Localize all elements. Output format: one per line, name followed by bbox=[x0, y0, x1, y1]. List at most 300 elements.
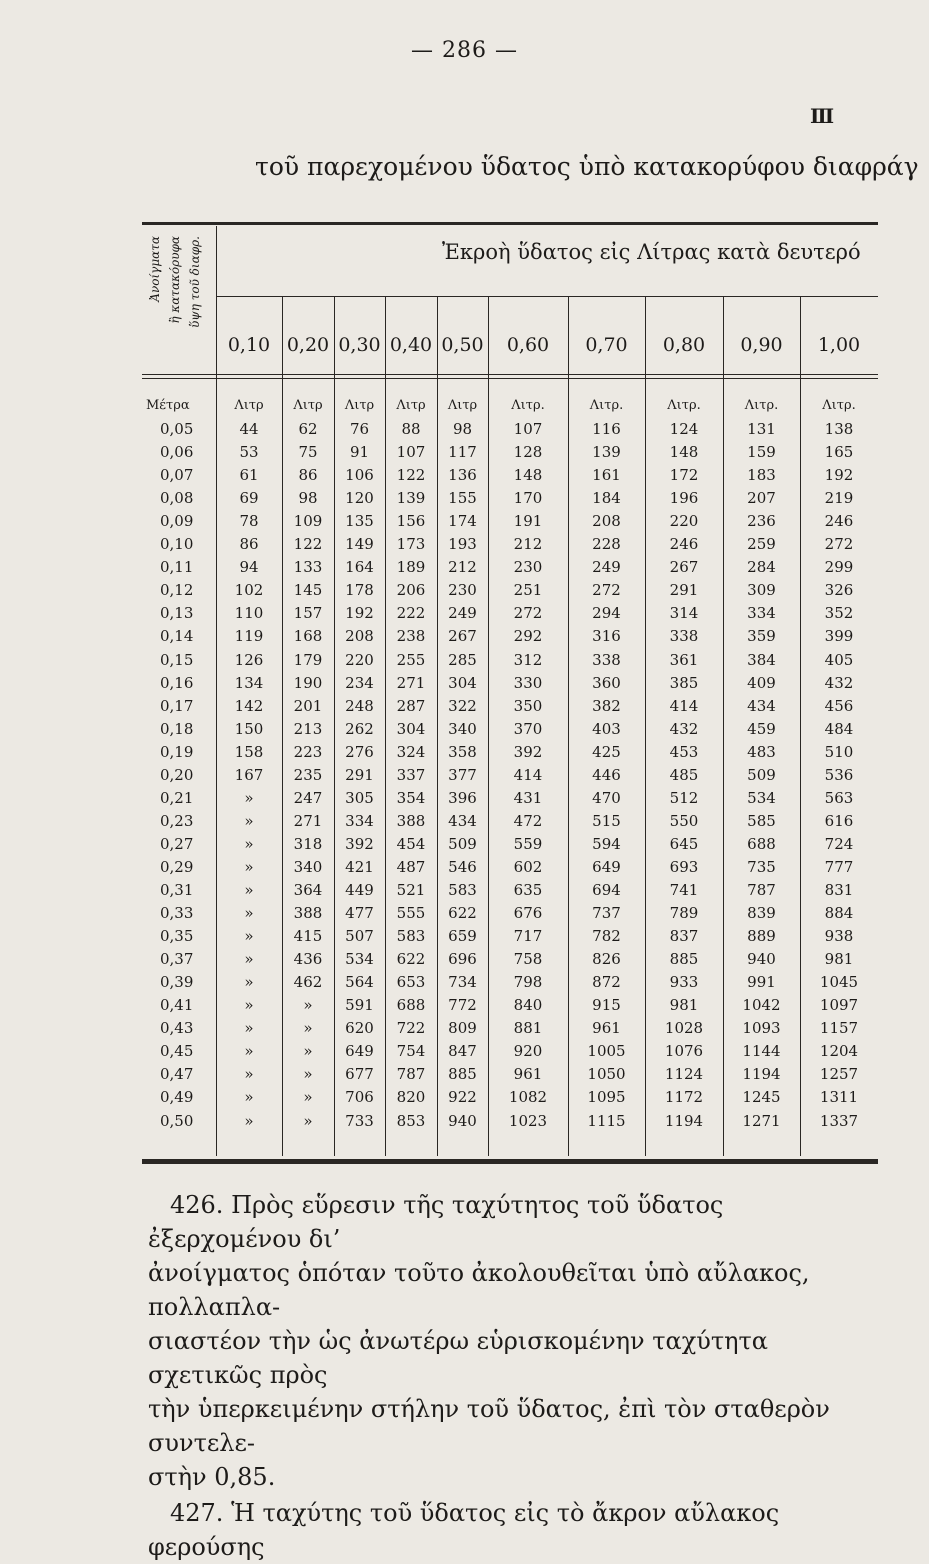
table-cell: 193 bbox=[448, 535, 477, 554]
table-cell: 1271 bbox=[742, 1111, 781, 1130]
table-cell: 98 bbox=[452, 420, 473, 438]
table-cell: 382 bbox=[592, 696, 621, 715]
row-label: 0,11 bbox=[160, 558, 194, 577]
table-cell: 377 bbox=[448, 765, 477, 784]
table-cell: 136 bbox=[448, 466, 477, 485]
table-cell: 120 bbox=[345, 489, 374, 508]
table-cell: 168 bbox=[293, 627, 323, 646]
table-cell: 358 bbox=[448, 742, 477, 761]
table-cell: 116 bbox=[592, 420, 621, 438]
table-cell: 86 bbox=[298, 466, 318, 485]
table-cell: 734 bbox=[448, 973, 477, 992]
table-cell: 159 bbox=[747, 443, 776, 462]
table-cell: 385 bbox=[669, 673, 699, 692]
table-cell: 174 bbox=[448, 512, 477, 531]
column-unit: Λιτρ. bbox=[744, 398, 779, 413]
table-cell: 432 bbox=[669, 719, 699, 738]
column-header: 0,10 bbox=[227, 334, 271, 356]
table-cell: 616 bbox=[824, 811, 854, 830]
table-cell: 1076 bbox=[664, 1042, 704, 1061]
table-cell: 119 bbox=[234, 627, 264, 646]
body-text bbox=[148, 1188, 878, 1564]
table-cell: 534 bbox=[345, 950, 374, 969]
row-label: 0,07 bbox=[160, 466, 194, 485]
table-cell: 485 bbox=[669, 765, 699, 784]
table-cell: 102 bbox=[234, 581, 264, 600]
table-cell: 208 bbox=[592, 512, 621, 531]
table-cell: » bbox=[244, 811, 254, 830]
table-cell: 206 bbox=[396, 581, 426, 600]
table-cell: 249 bbox=[448, 604, 477, 623]
column-header: 0,70 bbox=[585, 334, 628, 356]
column-header: 0,60 bbox=[506, 334, 550, 356]
table-cell: 340 bbox=[293, 857, 323, 876]
table-cell: 462 bbox=[293, 973, 323, 992]
table-cell: 246 bbox=[669, 535, 699, 554]
table-cell: 772 bbox=[448, 996, 477, 1015]
row-label: 0,10 bbox=[160, 535, 194, 554]
table-cell: 798 bbox=[513, 973, 543, 992]
group-header: Ἐκροὴ ὕδατος εἰς Λίτρας κατὰ δευτερό bbox=[442, 240, 861, 264]
table-cell: » bbox=[244, 1065, 254, 1084]
table-cell: 1144 bbox=[742, 1042, 781, 1061]
table-cell: 831 bbox=[824, 881, 854, 899]
table-cell: 881 bbox=[513, 1019, 543, 1038]
table-cell: 449 bbox=[345, 881, 374, 899]
table-cell: 384 bbox=[747, 650, 776, 669]
table-cell: 122 bbox=[396, 466, 426, 485]
row-label: 0,18 bbox=[160, 719, 194, 738]
table-cell: 1093 bbox=[742, 1019, 781, 1038]
table-cell: 534 bbox=[747, 788, 776, 807]
table-cell: 922 bbox=[448, 1088, 477, 1107]
column-unit: Λιτρ bbox=[344, 398, 375, 413]
table-cell: 124 bbox=[669, 420, 699, 438]
table-cell: 456 bbox=[824, 696, 854, 715]
table-cell: 507 bbox=[345, 927, 374, 946]
table-cell: 602 bbox=[513, 857, 543, 876]
table-cell: 364 bbox=[293, 881, 323, 899]
table-cell: 184 bbox=[592, 489, 621, 508]
table-cell: 509 bbox=[448, 834, 477, 853]
table-bottom-rule bbox=[142, 1159, 878, 1164]
table-cell: » bbox=[244, 1042, 254, 1061]
column-unit: Λιτρ bbox=[293, 398, 323, 413]
table-cell: » bbox=[303, 1065, 313, 1084]
table-cell: » bbox=[244, 927, 254, 946]
table-cell: 477 bbox=[345, 904, 374, 923]
table-cell: 758 bbox=[513, 950, 543, 969]
table-cell: 415 bbox=[293, 927, 323, 946]
column-unit: Λιτρ. bbox=[667, 398, 701, 413]
row-label: 0,31 bbox=[160, 881, 194, 899]
table-cell: 220 bbox=[669, 512, 699, 531]
table-cell: 961 bbox=[592, 1019, 621, 1038]
table-cell: 98 bbox=[298, 489, 318, 508]
table-cell: 235 bbox=[293, 765, 323, 784]
table-cell: 109 bbox=[293, 512, 323, 531]
left-header-line-1: Ἀνοίγματα bbox=[148, 236, 162, 302]
row-label: 0,43 bbox=[160, 1019, 194, 1038]
table-cell: 173 bbox=[396, 535, 426, 554]
table-cell: 1257 bbox=[819, 1065, 859, 1084]
table-cell: 220 bbox=[345, 650, 374, 669]
left-header-line-3: ὕψη τοῦ διαφρ. bbox=[188, 236, 202, 328]
table-cell: 436 bbox=[293, 950, 323, 969]
column-header: 1,00 bbox=[817, 334, 861, 356]
table-cell: 192 bbox=[824, 466, 854, 485]
table-cell: 62 bbox=[298, 420, 318, 438]
table-cell: 991 bbox=[747, 973, 776, 992]
header-bottom-rule bbox=[142, 374, 878, 375]
column-unit: Λιτρ. bbox=[822, 398, 856, 413]
paragraph-426-line-5: στὴν 0,85. bbox=[148, 1463, 276, 1491]
table-cell: 405 bbox=[824, 650, 854, 669]
table-cell: 314 bbox=[669, 604, 699, 623]
table-cell: 294 bbox=[592, 604, 621, 623]
table-cell: 246 bbox=[824, 512, 854, 531]
paragraph-426-line-1: 426. Πρὸς εὕρεσιν τῆς ταχύτητος τοῦ ὕδατος ἐξερχομένου δι’ bbox=[148, 1191, 724, 1253]
table-cell: 334 bbox=[345, 811, 374, 830]
row-label: 0,33 bbox=[160, 904, 194, 923]
table-cell: 550 bbox=[669, 811, 699, 830]
table-cell: 782 bbox=[592, 927, 621, 946]
table-cell: 920 bbox=[513, 1042, 543, 1061]
table-cell: 396 bbox=[448, 788, 477, 807]
row-label: 0,39 bbox=[160, 973, 194, 992]
table-cell: 889 bbox=[747, 927, 776, 946]
table-cell: » bbox=[244, 788, 254, 807]
row-label: 0,29 bbox=[160, 857, 194, 876]
table-cell: 61 bbox=[239, 466, 259, 485]
table-cell: 161 bbox=[592, 466, 621, 485]
table-cell: 276 bbox=[345, 742, 374, 761]
row-label: 0,37 bbox=[160, 950, 194, 969]
column-unit: Λιτρ bbox=[447, 398, 478, 413]
column-unit: Λιτρ bbox=[234, 398, 264, 413]
table-cell: » bbox=[244, 950, 254, 969]
table-cell: 620 bbox=[345, 1019, 374, 1038]
table-cell: 271 bbox=[293, 811, 323, 830]
row-label: 0,47 bbox=[160, 1065, 194, 1084]
table-cell: 555 bbox=[396, 904, 426, 923]
table-cell: 309 bbox=[747, 581, 776, 600]
table-cell: 809 bbox=[448, 1019, 477, 1038]
table-cell: 1337 bbox=[819, 1111, 859, 1130]
table-cell: 149 bbox=[345, 535, 374, 554]
table-cell: 425 bbox=[592, 742, 621, 761]
row-label: 0,06 bbox=[160, 443, 194, 462]
row-label: 0,27 bbox=[160, 834, 194, 853]
table-cell: 853 bbox=[396, 1111, 426, 1130]
table-cell: 676 bbox=[513, 904, 543, 923]
table-cell: 1028 bbox=[664, 1019, 704, 1038]
table-cell: 142 bbox=[234, 696, 264, 715]
table-cell: 106 bbox=[345, 466, 374, 485]
table-cell: 259 bbox=[747, 535, 776, 554]
table-cell: 234 bbox=[345, 673, 374, 692]
table-cell: » bbox=[244, 904, 254, 923]
table-cell: 521 bbox=[396, 881, 426, 899]
table-cell: 777 bbox=[824, 857, 854, 876]
table-cell: 434 bbox=[448, 811, 477, 830]
table-cell: 583 bbox=[396, 927, 426, 946]
table-cell: 228 bbox=[592, 535, 621, 554]
column-unit: Λιτρ. bbox=[589, 398, 624, 413]
table-cell: 272 bbox=[824, 535, 854, 554]
left-header-line-2: ἢ κατακόρυφα bbox=[168, 236, 182, 324]
table-cell: 78 bbox=[239, 512, 259, 531]
table-cell: 735 bbox=[747, 857, 776, 876]
table-cell: 737 bbox=[592, 904, 621, 923]
table-cell: 76 bbox=[349, 420, 370, 438]
table-cell: 515 bbox=[592, 811, 621, 830]
table-cell: 107 bbox=[513, 420, 543, 438]
table-cell: 1157 bbox=[819, 1019, 859, 1038]
table-cell: 722 bbox=[396, 1019, 426, 1038]
table-cell: 148 bbox=[669, 443, 699, 462]
table-cell: 696 bbox=[448, 950, 477, 969]
table-cell: 677 bbox=[345, 1065, 374, 1084]
table-cell: 138 bbox=[824, 420, 854, 438]
table-cell: 88 bbox=[401, 420, 421, 438]
table-cell: 322 bbox=[448, 696, 477, 715]
table-cell: 156 bbox=[396, 512, 426, 531]
table-cell: 183 bbox=[747, 466, 776, 485]
table-cell: 350 bbox=[513, 696, 543, 715]
table-cell: 1245 bbox=[742, 1088, 781, 1107]
table-cell: 741 bbox=[669, 881, 699, 899]
table-cell: 940 bbox=[747, 950, 776, 969]
table-cell: 392 bbox=[513, 742, 543, 761]
table-cell: 414 bbox=[669, 696, 699, 715]
table-cell: 840 bbox=[513, 996, 543, 1015]
table-cell: 915 bbox=[592, 996, 621, 1015]
table-cell: 940 bbox=[448, 1111, 477, 1130]
table-cell: 839 bbox=[747, 904, 776, 923]
table-caption: τοῦ παρεχομένου ὕδατος ὑπὸ κατακορύφου διαφράγ bbox=[255, 152, 919, 181]
table-cell: 157 bbox=[293, 604, 323, 623]
table-cell: » bbox=[303, 1042, 313, 1061]
table-cell: 131 bbox=[747, 420, 776, 438]
column-header: 0,40 bbox=[389, 334, 433, 356]
table-cell: 305 bbox=[345, 788, 374, 807]
table-cell: 645 bbox=[669, 834, 699, 853]
table-cell: 635 bbox=[513, 881, 543, 899]
table-cell: 1097 bbox=[819, 996, 859, 1015]
table-cell: 787 bbox=[747, 881, 776, 899]
row-label: 0,17 bbox=[160, 696, 194, 715]
table-cell: 694 bbox=[592, 881, 621, 899]
table-cell: 688 bbox=[396, 996, 426, 1015]
table-cell: 431 bbox=[513, 788, 543, 807]
table-cell: 470 bbox=[592, 788, 621, 807]
table-cell: 787 bbox=[396, 1065, 426, 1084]
table-cell: 189 bbox=[396, 558, 426, 577]
table-cell: 165 bbox=[824, 443, 854, 462]
table-cell: 872 bbox=[592, 973, 621, 992]
table-cell: 192 bbox=[345, 604, 374, 623]
table-cell: 158 bbox=[234, 742, 264, 761]
table-cell: 340 bbox=[448, 719, 477, 738]
row-label: 0,05 bbox=[160, 420, 194, 438]
table-cell: 1005 bbox=[587, 1042, 626, 1061]
table-cell: 388 bbox=[293, 904, 323, 923]
table-cell: 1042 bbox=[742, 996, 781, 1015]
table-cell: 1050 bbox=[587, 1065, 626, 1084]
table-cell: 1082 bbox=[508, 1088, 548, 1107]
table-cell: 693 bbox=[669, 857, 699, 876]
table-cell: » bbox=[244, 881, 254, 899]
table-cell: 453 bbox=[669, 742, 699, 761]
row-label: 0,14 bbox=[160, 627, 194, 646]
table-cell: 330 bbox=[513, 673, 543, 692]
table-cell: 885 bbox=[669, 950, 699, 969]
row-label: 0,21 bbox=[160, 788, 194, 807]
table-cell: 86 bbox=[239, 535, 259, 554]
table-cell: 179 bbox=[293, 650, 323, 669]
table-cell: 659 bbox=[448, 927, 477, 946]
discharge-table bbox=[142, 222, 878, 1164]
table-cell: 484 bbox=[824, 719, 854, 738]
table-cell: » bbox=[244, 834, 254, 853]
table-cell: 292 bbox=[513, 627, 543, 646]
table-cell: 304 bbox=[448, 673, 477, 692]
table-cell: 196 bbox=[669, 489, 699, 508]
row-label: 0,35 bbox=[160, 927, 194, 946]
table-cell: 287 bbox=[396, 696, 426, 715]
table-cell: 291 bbox=[345, 765, 374, 784]
table-cell: 145 bbox=[293, 581, 323, 600]
table-cell: » bbox=[303, 1088, 313, 1107]
table-cell: 334 bbox=[747, 604, 776, 623]
row-label: 0,19 bbox=[160, 742, 194, 761]
column-header: 0,30 bbox=[338, 334, 381, 356]
table-cell: 509 bbox=[747, 765, 776, 784]
table-cell: 981 bbox=[824, 950, 854, 969]
table-cell: 591 bbox=[345, 996, 374, 1015]
table-cell: 230 bbox=[448, 581, 477, 600]
row-label: 0,45 bbox=[160, 1042, 194, 1061]
row-label: 0,49 bbox=[160, 1088, 194, 1107]
table-cell: 251 bbox=[513, 581, 543, 600]
table-cell: 338 bbox=[592, 650, 621, 669]
table-cell: 91 bbox=[349, 443, 370, 462]
table-cell: 354 bbox=[396, 788, 426, 807]
table-cell: 117 bbox=[448, 443, 477, 462]
paragraph-427: 427. Ἡ ταχύτης τοῦ ὕδατος εἰς τὸ ἄκρον αὔλακος φερούσης bbox=[148, 1499, 780, 1561]
table-cell: 585 bbox=[747, 811, 776, 830]
table-cell: 361 bbox=[669, 650, 699, 669]
table-cell: 247 bbox=[293, 788, 323, 807]
table-cell: 546 bbox=[448, 857, 477, 876]
table-cell: 69 bbox=[239, 489, 259, 508]
table-cell: 201 bbox=[293, 696, 323, 715]
table-cell: » bbox=[244, 973, 254, 992]
table-cell: 191 bbox=[513, 512, 543, 531]
table-cell: 789 bbox=[669, 904, 699, 923]
column-header: 0,80 bbox=[662, 334, 706, 356]
table-cell: 564 bbox=[345, 973, 374, 992]
row-label: 0,20 bbox=[160, 765, 194, 784]
table-cell: 938 bbox=[824, 927, 854, 946]
table-cell: 190 bbox=[293, 673, 323, 692]
table-cell: 122 bbox=[293, 535, 323, 554]
paragraph-426-line-3: σιαστέον τὴν ὡς ἀνωτέρω εὑρισκομένην ταχύτητα σχετικῶς πρὸς bbox=[148, 1327, 769, 1389]
table-cell: 207 bbox=[747, 489, 776, 508]
table-cell: 512 bbox=[669, 788, 699, 807]
table-cell: 139 bbox=[396, 489, 426, 508]
table-cell: 272 bbox=[513, 604, 543, 623]
column-unit: Λιτρ bbox=[396, 398, 426, 413]
table-cell: 884 bbox=[824, 904, 854, 923]
table-cell: 164 bbox=[345, 558, 374, 577]
table-cell: 459 bbox=[747, 719, 776, 738]
table-cell: 212 bbox=[513, 535, 543, 554]
left-header bbox=[144, 228, 214, 378]
table-cell: 1124 bbox=[664, 1065, 704, 1084]
table-cell: 94 bbox=[239, 558, 259, 577]
table-cell: 267 bbox=[669, 558, 699, 577]
table-cell: 318 bbox=[293, 834, 323, 853]
table-cell: 421 bbox=[345, 857, 374, 876]
table-cell: 360 bbox=[592, 673, 621, 692]
table-cell: » bbox=[244, 1111, 254, 1130]
table-cell: 44 bbox=[239, 420, 259, 438]
row-label: 0,12 bbox=[160, 581, 194, 600]
table-cell: 230 bbox=[513, 558, 543, 577]
table-cell: 622 bbox=[448, 904, 477, 923]
table-cell: 885 bbox=[448, 1065, 477, 1084]
table-cell: 1095 bbox=[587, 1088, 626, 1107]
table-cell: 399 bbox=[824, 627, 854, 646]
row-unit-label: Μέτρα bbox=[146, 398, 190, 413]
table-cell: 847 bbox=[448, 1042, 477, 1061]
table-cell: 826 bbox=[592, 950, 621, 969]
table-cell: 724 bbox=[824, 834, 854, 853]
table-cell: 267 bbox=[448, 627, 477, 646]
row-label: 0,09 bbox=[160, 512, 194, 531]
paragraph-426-line-4: τὴν ὑπερκειμένην στήλην τοῦ ὕδατος, ἐπὶ τὸν σταθερὸν συντελε- bbox=[148, 1395, 830, 1457]
table-cell: » bbox=[303, 996, 313, 1015]
row-label: 0,41 bbox=[160, 996, 194, 1015]
table-cell: 238 bbox=[396, 627, 426, 646]
table-cell: 837 bbox=[669, 927, 699, 946]
table-cell: 487 bbox=[396, 857, 426, 876]
table-cell: 75 bbox=[298, 443, 318, 462]
table-cell: 223 bbox=[293, 742, 323, 761]
table-cell: 139 bbox=[592, 443, 621, 462]
row-label: 0,50 bbox=[160, 1111, 194, 1130]
table-cell: 148 bbox=[513, 466, 543, 485]
table-cell: 271 bbox=[396, 673, 426, 692]
column-header: 0,90 bbox=[740, 334, 783, 356]
table-cell: 107 bbox=[396, 443, 426, 462]
table-cell: 536 bbox=[824, 765, 854, 784]
row-label: 0,15 bbox=[160, 650, 194, 669]
corner-mark: ΙΙΙ bbox=[810, 104, 833, 128]
table-cell: 299 bbox=[824, 558, 854, 577]
table-cell: 134 bbox=[234, 673, 264, 692]
column-header: 0,20 bbox=[286, 334, 330, 356]
table-cell: 403 bbox=[592, 719, 621, 738]
table-cell: 126 bbox=[234, 650, 264, 669]
table-cell: 649 bbox=[592, 857, 621, 876]
table-cell: 820 bbox=[396, 1088, 426, 1107]
table-cell: » bbox=[244, 1088, 254, 1107]
table-cell: 688 bbox=[747, 834, 776, 853]
table-cell: 981 bbox=[669, 996, 699, 1015]
